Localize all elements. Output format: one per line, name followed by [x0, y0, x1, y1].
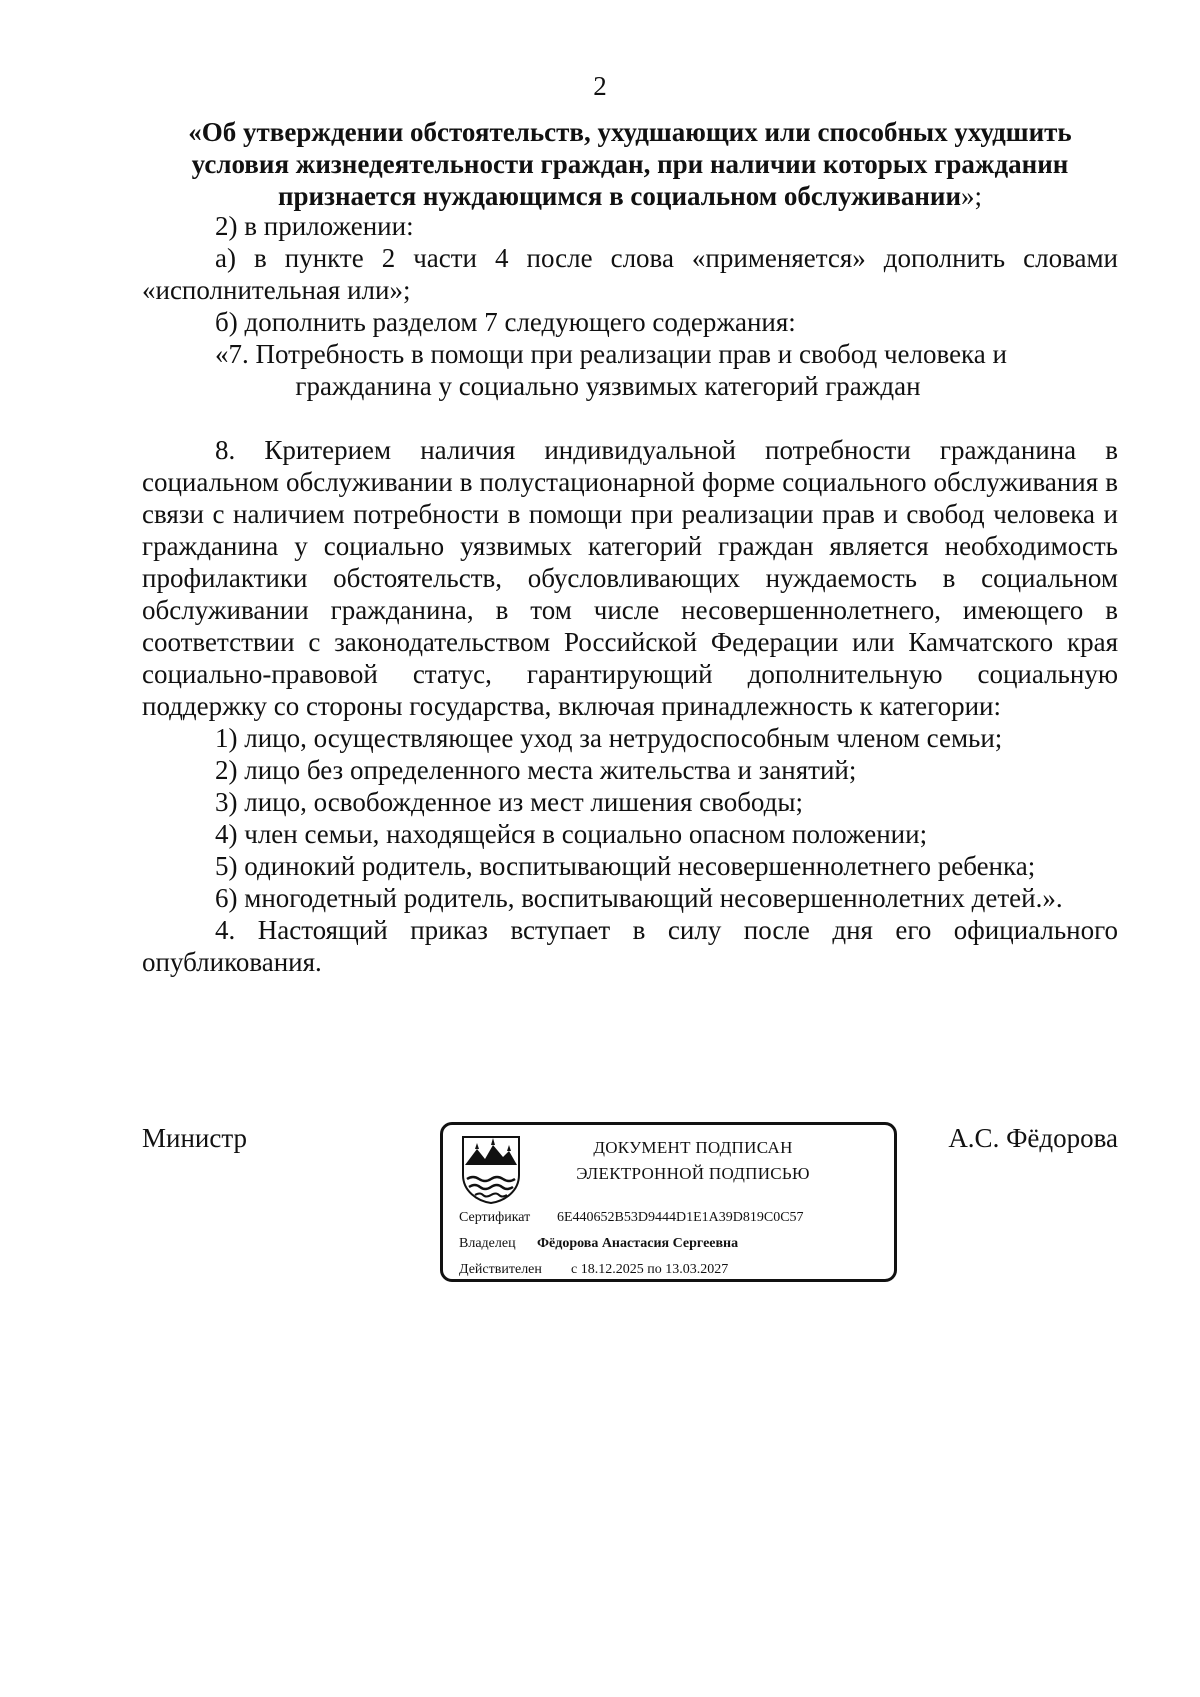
stamp-header [553, 1135, 833, 1187]
kamchatka-emblem-icon [461, 1135, 521, 1205]
stamp-header-line-2: ЭЛЕКТРОННОЙ ПОДПИСЬЮ [576, 1164, 810, 1183]
amended-title [150, 116, 1110, 212]
document-body [142, 210, 1118, 978]
stamp-owner-row [459, 1235, 738, 1253]
paragraph-8: 8. Критерием наличия индивидуальной потребности гражданина в социальном обслуживании в полустационарной форме социального обслуживания в связи с наличием потребности в помощи при реализации прав и свобод человека и гражданина у социально уязвимых категорий граждан является необходимость профилактики обстоятельств, обусловливающих нуждаемость в социальном обслуживании гражданина, в том числе несовершеннолетнего, имеющего в соответствии с законодательством Российской Федерации или Камчатского края социально-правовой статус, гарантирующий дополнительную социальную поддержку со стороны государства, включая принадлежность к категории: [142, 435, 1118, 721]
certificate-label: Сертификат [459, 1210, 531, 1225]
signatory-name: А.С. Фёдорова [948, 1123, 1118, 1153]
signatory-position: Министр [142, 1123, 247, 1153]
title-line-1: «Об утверждении обстоятельств, ухудшающих или способных ухудшить [188, 117, 1072, 147]
certificate-value: 6E440652B53D9444D1E1A39D819C0C57 [557, 1210, 804, 1225]
title-line-3 [150, 180, 1110, 212]
title-end: »; [961, 181, 983, 211]
section-heading-line-1: «7. Потребность в помощи при реализации прав и свобод человека и [215, 339, 1007, 369]
paragraph-appendix: 2) в приложении: [215, 211, 414, 241]
paragraph-b: б) дополнить разделом 7 следующего содержания: [215, 307, 796, 337]
list-item-5: 5) одинокий родитель, воспитывающий несовершеннолетнего ребенка; [215, 851, 1036, 881]
stamp-validity-row [459, 1261, 728, 1279]
electronic-signature-stamp [440, 1122, 897, 1282]
paragraph-a: а) в пункте 2 части 4 после слова «применяется» дополнить словами «исполнительная или»; [142, 243, 1118, 305]
list-item-6: 6) многодетный родитель, воспитывающий несовершеннолетних детей.». [215, 883, 1063, 913]
stamp-certificate-row [459, 1209, 804, 1227]
stamp-header-line-1: ДОКУМЕНТ ПОДПИСАН [593, 1138, 793, 1157]
section-heading-line-2: гражданина у социально уязвимых категорий граждан [295, 371, 921, 401]
validity-value: с 18.12.2025 по 13.03.2027 [571, 1262, 729, 1277]
list-item-2: 2) лицо без определенного места жительства и занятий; [215, 755, 857, 785]
owner-label: Владелец [459, 1236, 516, 1251]
list-item-4: 4) член семьи, находящейся в социально опасном положении; [215, 819, 928, 849]
list-item-3: 3) лицо, освобожденное из мест лишения свободы; [215, 787, 804, 817]
title-line-2: условия жизнедеятельности граждан, при наличии которых гражданин [191, 149, 1069, 179]
title-line-3-text: признается нуждающимся в социальном обслуживании [277, 181, 962, 211]
list-item-1: 1) лицо, осуществляющее уход за нетрудоспособным членом семьи; [215, 723, 1003, 753]
spacer [142, 402, 1118, 434]
validity-label: Действителен [459, 1262, 542, 1277]
owner-value: Фёдорова Анастасия Сергеевна [537, 1236, 739, 1251]
paragraph-4: 4. Настоящий приказ вступает в силу после дня его официального опубликования. [142, 915, 1118, 977]
page-number: 2 [593, 71, 607, 101]
